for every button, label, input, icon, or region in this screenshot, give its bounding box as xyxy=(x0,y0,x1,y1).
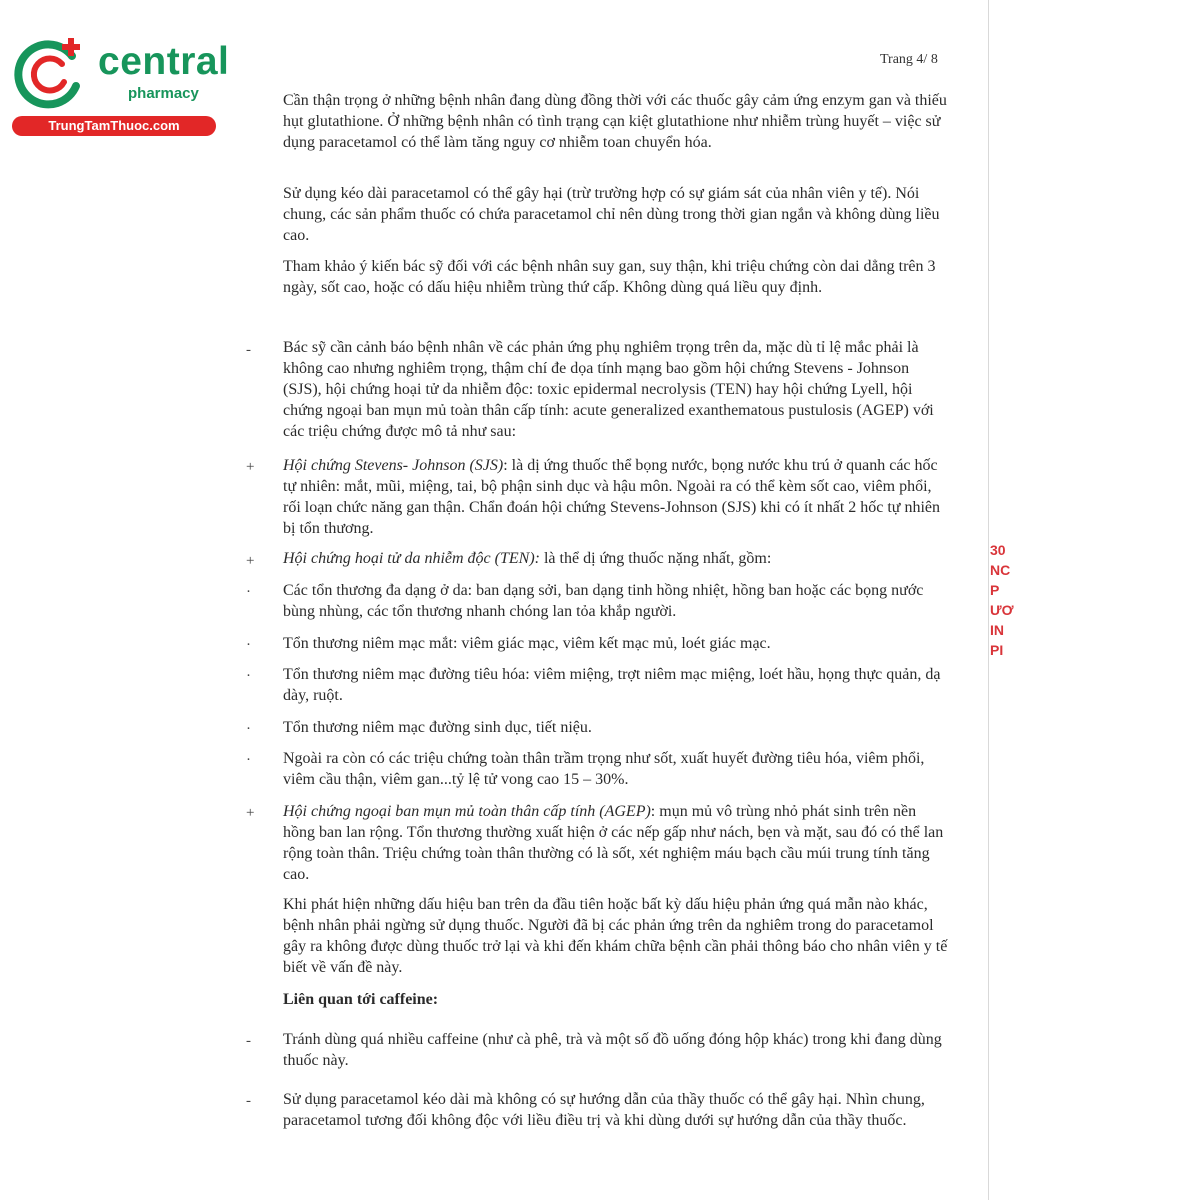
sjs-title: Hội chứng Stevens- Johnson (SJS) xyxy=(283,457,504,474)
dot-marker: · xyxy=(246,637,251,653)
paragraph-consult-doctor: Tham khảo ý kiến bác sỹ đối với các bệnh nhân suy gan, suy thận, khi triệu chứng còn dai dẳng trên 3 ngày, sốt cao, hoặc có dấu hiệu nhiễm trùng thứ cấp. Không dùng quá liều quy định. xyxy=(283,258,936,296)
paragraph-digestive-lesions: Tổn thương niêm mạc đường tiêu hóa: viêm miệng, trợt niêm mạc miệng, loét hầu, họng thực quản, dạ dày, ruột. xyxy=(283,666,941,704)
plus-marker: + xyxy=(246,459,255,475)
paragraph-agep xyxy=(283,801,949,885)
paragraph-systemic-symptoms: Ngoài ra còn có các triệu chứng toàn thân trầm trọng như sốt, xuất huyết đường tiêu hóa, viêm phổi, viêm cầu thận, viêm gan...tỷ lệ tử vong cao 15 – 30%. xyxy=(283,750,925,788)
paragraph-sjs xyxy=(283,455,949,539)
stamp-line: PI xyxy=(990,642,1004,658)
paragraph-prolonged-use: Sử dụng kéo dài paracetamol có thể gây hại (trừ trường hợp có sự giám sát của nhân viên y tế). Nói chung, các sản phẩm thuốc có chứa paracetamol chỉ nên dùng trong thời gian ngắn và không dùng liều cao. xyxy=(283,185,940,244)
brand-subtitle: pharmacy xyxy=(128,85,199,102)
paragraph-skin-lesions: Các tổn thương đa dạng ở da: ban dạng sởi, ban dạng tinh hồng nhiệt, hồng ban hoặc các bọng nước bùng nhùng, các tổn thương nhanh chóng lan tỏa khắp người. xyxy=(283,582,924,620)
page-number: Trang 4/ 8 xyxy=(880,52,938,67)
agep-body: : mụn mủ vô trùng nhỏ phát sinh trên nền hồng ban lan rộng. Tổn thương thường xuất hiện ở các nếp gấp như nách, bẹn và mặt, sau đó có thể lan rộng toàn thân. Triệu chứng toàn thân thường có là sốt, xét nghiệm máu bạch cầu múi trung tính tăng cao. xyxy=(283,803,944,883)
heading-caffeine: Liên quan tới caffeine: xyxy=(283,991,439,1008)
stamp-line: ƯƠ xyxy=(990,602,1014,618)
dash-marker: - xyxy=(246,1093,251,1109)
dash-marker: - xyxy=(246,342,251,358)
paragraph-glutathione: Cần thận trọng ở những bệnh nhân đang dùng đồng thời với các thuốc gây cảm ứng enzym gan và thiếu hụt glutathione. Ở những bệnh nhân có tình trạng cạn kiệt glutathione như nhiễm trùng huyết – việc sử dụng paracetamol có thể làm tăng nguy cơ nhiễm toan chuyển hóa. xyxy=(283,92,947,151)
paragraph-genital-lesions: Tổn thương niêm mạc đường sinh dục, tiết niệu. xyxy=(283,719,592,736)
sjs-body: : là dị ứng thuốc thể bọng nước, bọng nước khu trú ở quanh các hốc tự nhiên: mắt, mũi, miệng, tai, bộ phận sinh dục và hậu môn. Ngoài ra có thể kèm sốt cao, viêm phổi, rối loạn chức năng gan thận. Chẩn đoán hội chứng Stevens-Johnson (SJS) khi có ít nhất 2 hốc tự nhiên bị tổn thương. xyxy=(283,457,941,537)
paragraph-prolonged-paracetamol: Sử dụng paracetamol kéo dài mà không có sự hướng dẫn của thầy thuốc có thể gây hại. Nhìn chung, paracetamol tương đối không độc với liều điều trị và khi dùng dưới sự hướng dẫn của thầy thuốc. xyxy=(283,1091,925,1129)
ten-title: Hội chứng hoại tử da nhiễm độc (TEN): xyxy=(283,550,540,567)
brand-name: central xyxy=(98,40,230,83)
dash-marker: - xyxy=(246,1033,251,1049)
stamp-line: 30 xyxy=(990,542,1006,558)
stamp-line: NC xyxy=(990,562,1011,578)
paragraph-ten xyxy=(283,548,949,569)
stamp-line: IN xyxy=(990,622,1004,638)
plus-marker: + xyxy=(246,553,255,569)
paragraph-eye-lesions: Tổn thương niêm mạc mắt: viêm giác mạc, viêm kết mạc mủ, loét giác mạc. xyxy=(283,635,771,652)
dot-marker: · xyxy=(246,584,251,600)
dot-marker: · xyxy=(246,668,251,684)
red-stamp-fragment xyxy=(990,540,1020,710)
dot-marker: · xyxy=(246,752,251,768)
dot-marker: · xyxy=(246,721,251,737)
agep-title: Hội chứng ngoại ban mụn mủ toàn thân cấp tính (AGEP) xyxy=(283,803,651,820)
ten-body: là thể dị ứng thuốc nặng nhất, gồm: xyxy=(539,550,772,567)
paragraph-stop-medication: Khi phát hiện những dấu hiệu ban trên da đầu tiên hoặc bất kỳ dấu hiệu phản ứng quá mẫn nào khác, bệnh nhân phải ngừng sử dụng thuốc. Người đã bị các phản ứng trên da nghiêm trong do paracetamol gây ra không được dùng thuốc trở lại và khi đến khám chữa bệnh cần phải thông báo cho nhân viên y tế biết về vấn đề này. xyxy=(283,896,948,976)
paragraph-skin-warning: Bác sỹ cần cảnh báo bệnh nhân về các phản ứng phụ nghiêm trọng trên da, mặc dù tỉ lệ mắc phải là không cao nhưng nghiêm trọng, thậm chí đe dọa tính mạng bao gồm hội chứng Stevens - Johnson (SJS), hội chứng hoại tử da nhiễm độc: toxic epidermal necrolysis (TEN) hay hội chứng Lyell, hội chứng ngoại ban mụn mủ toàn thân cấp tính: acute generalized exanthematous pustulosis (AGEP) với các triệu chứng được mô tả như sau: xyxy=(283,339,934,440)
stamp-line: P xyxy=(990,582,1000,598)
paragraph-avoid-caffeine: Tránh dùng quá nhiều caffeine (như cà phê, trà và một số đồ uống đóng hộp khác) trong khi đang dùng thuốc này. xyxy=(283,1031,942,1069)
brand-url[interactable]: TrungTamThuoc.com xyxy=(12,116,216,136)
plus-marker: + xyxy=(246,805,255,821)
